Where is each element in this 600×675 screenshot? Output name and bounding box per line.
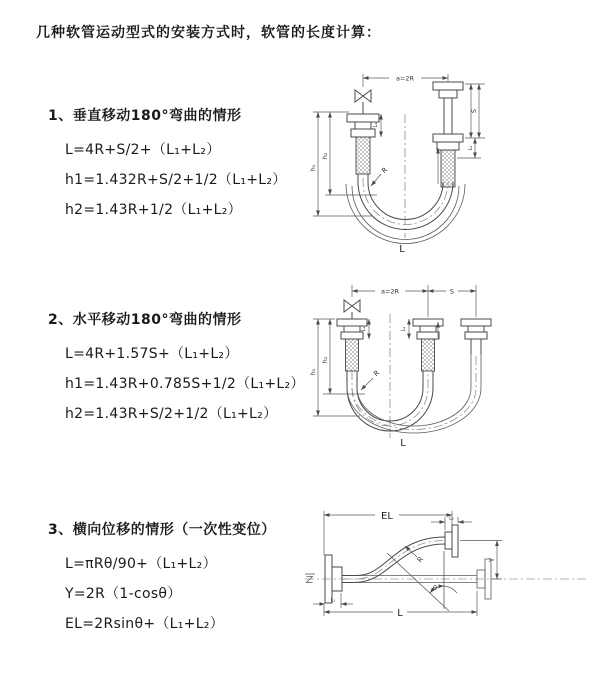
valve-icon bbox=[355, 90, 371, 114]
diagram-vertical-180 bbox=[305, 66, 595, 264]
formula-line: EL=2Rsinθ+（L₁+L₂） bbox=[65, 616, 225, 632]
formula-line: h2=1.43R+S/2+1/2（L₁+L₂） bbox=[65, 406, 278, 422]
section-3-heading: 3、横向位移的情形（一次性变位） bbox=[48, 522, 276, 538]
centerline-mark bbox=[305, 574, 315, 583]
dim-label-l1: L₁ bbox=[361, 326, 367, 332]
dimension-y bbox=[460, 541, 502, 580]
dimension-a-2r bbox=[352, 285, 476, 317]
angle-label: θ bbox=[433, 584, 437, 592]
formula-line: L=4R+S/2+（L₁+L₂） bbox=[65, 142, 221, 158]
dim-label-l1: L₁ bbox=[330, 597, 336, 604]
section-2-heading: 2、水平移动180°弯曲的情形 bbox=[48, 312, 242, 328]
radius-label: R bbox=[380, 165, 390, 176]
formula-line: L=4R+1.57S+（L₁+L₂） bbox=[65, 346, 239, 362]
dimension-a-2r bbox=[363, 73, 448, 87]
dim-label-l: L bbox=[399, 244, 405, 255]
section-3-formulas bbox=[65, 549, 318, 639]
dimension-l2 bbox=[401, 319, 409, 339]
dimension-l1 bbox=[373, 114, 381, 137]
dim-label-a2r: a=2R bbox=[395, 74, 415, 83]
section-vertical-180 bbox=[48, 105, 318, 225]
section-horizontal-180 bbox=[48, 309, 318, 429]
hose-u-bends bbox=[347, 354, 481, 433]
formula-line: h1=1.43R+0.785S+1/2（L₁+L₂） bbox=[65, 376, 305, 392]
dimension-l1 bbox=[361, 319, 369, 339]
dim-label-l2: L₂ bbox=[401, 326, 407, 332]
formula-line: Y=2R（1-cosθ） bbox=[65, 586, 182, 602]
dim-label-h2: h₂ bbox=[321, 152, 329, 160]
dim-label-h2: h₂ bbox=[321, 356, 329, 364]
formula-line: h1=1.432R+S/2+1/2（L₁+L₂） bbox=[65, 172, 287, 188]
dimension-s-l2 bbox=[457, 84, 485, 158]
radius-label: R bbox=[415, 555, 426, 565]
dimension-l bbox=[324, 591, 477, 619]
dim-label-l: L bbox=[397, 608, 403, 619]
right-pipe-fitting bbox=[461, 319, 491, 354]
radius-callout bbox=[405, 546, 425, 564]
formula-line: h2=1.43R+1/2（L₁+L₂） bbox=[65, 202, 242, 218]
dim-label-l1: L₁ bbox=[373, 122, 379, 128]
right-pipe-fitting bbox=[433, 82, 463, 187]
dimension-l1 bbox=[313, 593, 353, 608]
page-title: 几种软管运动型式的安装方式时，软管的长度计算： bbox=[36, 25, 381, 41]
radius-label: R bbox=[372, 368, 382, 379]
formula-line: L=πRθ/90+（L₁+L₂） bbox=[65, 556, 217, 572]
dim-label-s: S bbox=[470, 108, 478, 114]
dim-label-el: EL bbox=[381, 511, 393, 522]
dim-label-h1: h₁ bbox=[309, 368, 317, 376]
dim-label-l2: L₂ bbox=[449, 515, 454, 522]
diagram-lateral-displacement bbox=[297, 497, 597, 672]
dim-label-l2: L₂ bbox=[468, 145, 474, 151]
radius-callout bbox=[361, 369, 381, 390]
valve-icon bbox=[344, 300, 360, 319]
dim-label-l: L bbox=[400, 438, 406, 449]
section-lateral-displacement bbox=[48, 519, 318, 639]
dim-label-a2r: a=2R bbox=[380, 287, 400, 296]
section-1-formulas bbox=[65, 135, 318, 225]
radius-callout bbox=[371, 166, 389, 186]
dim-label-s: S bbox=[449, 287, 455, 296]
dimension-el bbox=[324, 509, 452, 555]
dim-label-y: Y bbox=[488, 557, 496, 563]
section-2-formulas bbox=[65, 339, 318, 429]
dim-label-h1: h₁ bbox=[309, 164, 317, 172]
section-1-heading: 1、垂直移动180°弯曲的情形 bbox=[48, 108, 242, 124]
diagram-horizontal-180 bbox=[305, 276, 595, 456]
upper-right-flange bbox=[445, 525, 458, 557]
middle-pipe-fitting bbox=[413, 319, 443, 371]
